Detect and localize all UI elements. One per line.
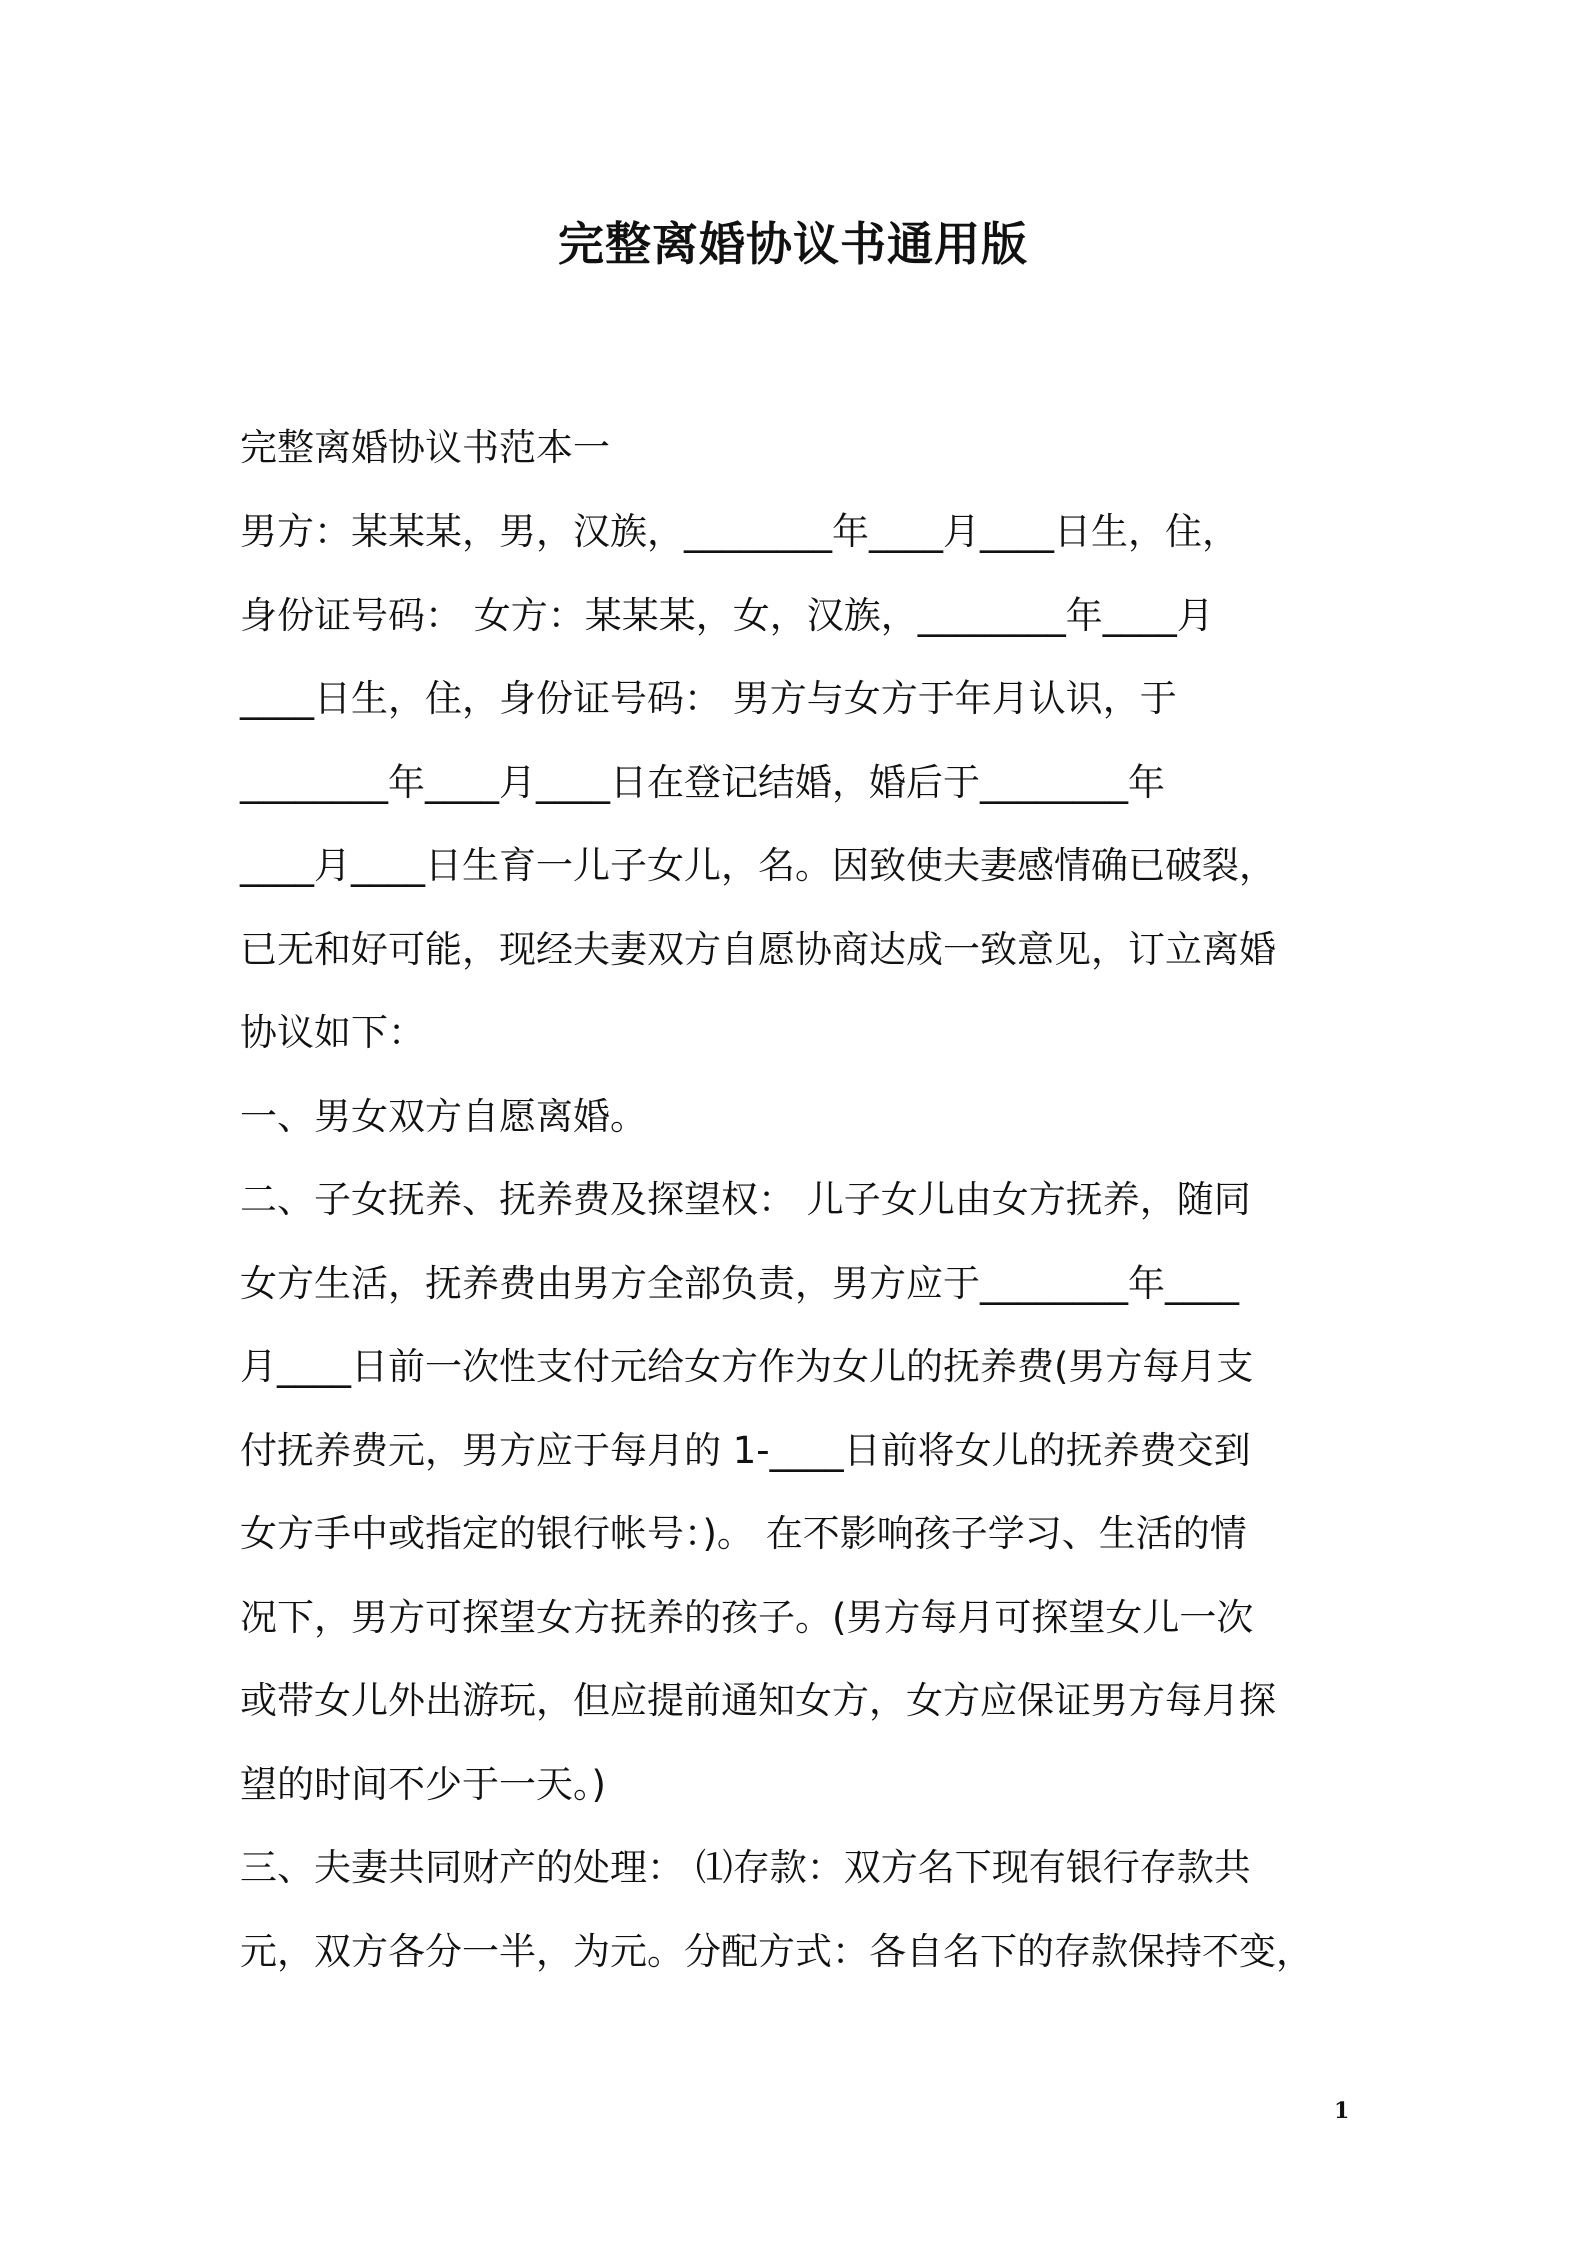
text-line: 女方手中或指定的银行帐号：)。 在不影响孩子学习、生活的情 <box>240 1512 1247 1555</box>
text-line: 女方生活，抚养费由男方全部负责，男方应于________年____ <box>240 1261 1239 1305</box>
text-line: 男方：某某某，男，汉族，________年____月____日生，住， <box>240 510 1239 553</box>
text-line: ____日生，住，身份证号码： 男方与女方于年月认识，于 <box>240 677 1177 720</box>
document-title: 完整离婚协议书通用版 <box>558 217 1028 271</box>
text-line: 协议如下： <box>240 1011 425 1054</box>
text-line: 已无和好可能，现经夫妻双方自愿协商达成一致意见，订立离婚 <box>240 927 1276 971</box>
text-line: 或带女儿外出游玩，但应提前通知女方，女方应保证男方每月探 <box>240 1679 1276 1722</box>
text-line: 付抚养费元，男方应于每月的 1-____日前将女儿的抚养费交到 <box>240 1428 1251 1472</box>
text-line: ________年____月____日在登记结婚，婚后于________年 <box>240 760 1165 804</box>
text-line: 元，双方各分一半，为元。分配方式：各自名下的存款保持不变， <box>240 1929 1313 1973</box>
paragraph-clause-2 <box>240 1158 1360 1826</box>
text-line: 月____日前一次性支付元给女方作为女儿的抚养费(男方每月支 <box>240 1345 1254 1388</box>
text-line: 况下，男方可探望女方抚养的孩子。(男方每月可探望女儿一次 <box>240 1595 1254 1639</box>
section-heading: 完整离婚协议书范本一 <box>240 426 610 469</box>
paragraph-clause-1 <box>240 1075 1360 1159</box>
document-body <box>240 406 1360 1993</box>
page-number: 1 <box>1334 2098 1350 2124</box>
paragraph-clause-3 <box>240 1826 1360 1993</box>
text-line: 二、子女抚养、抚养费及探望权： 儿子女儿由女方抚养，随同 <box>240 1178 1251 1221</box>
text-line: ____月____日生育一儿子女儿，名。因致使夫妻感情确已破裂， <box>240 844 1276 887</box>
text-line: 望的时间不少于一天。) <box>240 1762 606 1806</box>
text-line: 身份证号码： 女方：某某某，女，汉族，________年____月 <box>240 593 1214 637</box>
text-line: 一、男女双方自愿离婚。 <box>240 1094 647 1138</box>
paragraph-parties <box>240 490 1360 1075</box>
text-line: 三、夫妻共同财产的处理： ⑴存款：双方名下现有银行存款共 <box>240 1846 1251 1889</box>
